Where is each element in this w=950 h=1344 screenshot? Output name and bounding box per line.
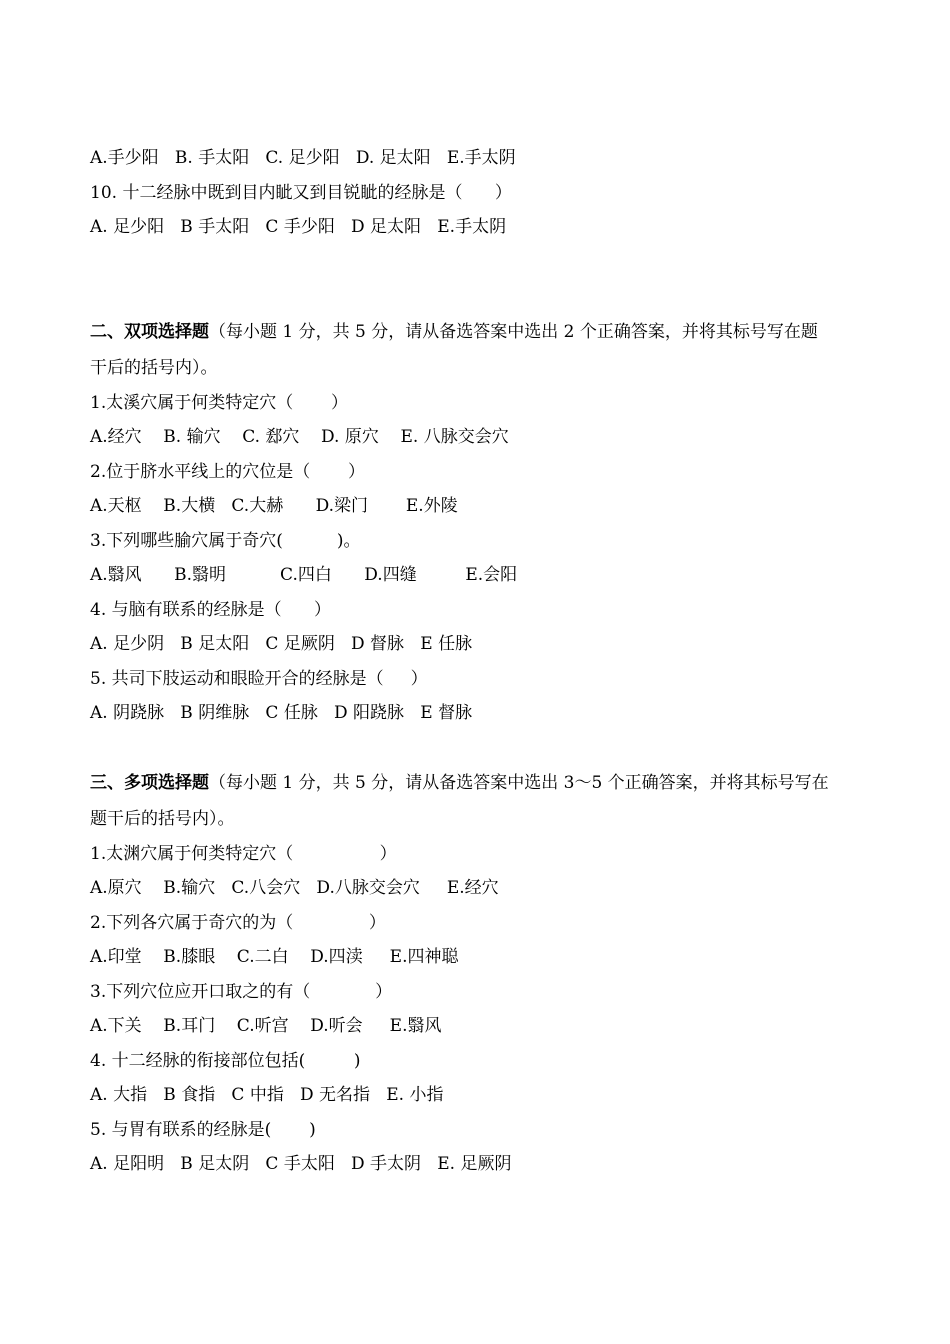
section2-q3: 3.下列哪些腧穴属于奇穴( )。 [90, 531, 361, 551]
section2-q1-options: A.经穴 B. 输穴 C. 郄穴 D. 原穴 E. 八脉交会穴 [90, 427, 509, 447]
section3-q4: 4. 十二经脉的衔接部位包括( ) [90, 1051, 361, 1071]
section2-instructions: （每小题 1 分，共 5 分，请从备选答案中选出 2 个正确答案，并将其标号写在题 [209, 322, 818, 342]
section2-q4: 4. 与脑有联系的经脉是（ ） [90, 600, 332, 620]
q9-options: A.手少阳 B. 手太阳 C. 足少阳 D. 足太阳 E.手太阴 [90, 148, 516, 168]
section3-q1: 1.太渊穴属于何类特定穴（ ） [90, 844, 397, 864]
section2-q5: 5. 共司下肢运动和眼睑开合的经脉是（ ） [90, 669, 428, 689]
section2-q2-options: A.天枢 B.大横 C.大赫 D.梁门 E.外陵 [90, 496, 458, 516]
section2-q2: 2.位于脐水平线上的穴位是（ ） [90, 462, 366, 482]
section3-heading [90, 771, 890, 795]
section3-q5-options: A. 足阳明 B 足太阴 C 手太阳 D 手太阴 E. 足厥阴 [90, 1154, 512, 1174]
section2-heading [90, 320, 890, 344]
section2-title: 二、双项选择题 [90, 322, 209, 342]
section2-q5-options: A. 阴跷脉 B 阴维脉 C 任脉 D 阳跷脉 E 督脉 [90, 703, 473, 723]
section3-instructions: （每小题 1 分，共 5 分，请从备选答案中选出 3～5 个正确答案，并将其标号写在 [209, 773, 829, 793]
section3-instructions-cont: 题干后的括号内）。 [90, 809, 235, 829]
section3-title: 三、多项选择题 [90, 773, 209, 793]
section2-q4-options: A. 足少阴 B 足太阳 C 足厥阴 D 督脉 E 任脉 [90, 634, 473, 654]
section3-q3: 3.下列穴位应开口取之的有（ ） [90, 982, 393, 1002]
section3-q2: 2.下列各穴属于奇穴的为（ ） [90, 913, 386, 933]
section3-q1-options: A.原穴 B.输穴 C.八会穴 D.八脉交会穴 E.经穴 [90, 878, 499, 898]
section2-q1: 1.太溪穴属于何类特定穴（ ） [90, 393, 349, 413]
section3-q4-options: A. 大指 B 食指 C 中指 D 无名指 E. 小指 [90, 1085, 444, 1105]
section2-q3-options: A.翳风 B.翳明 C.四白 D.四缝 E.会阳 [90, 565, 518, 585]
section2-instructions-cont: 干后的括号内）。 [90, 358, 218, 378]
section3-q3-options: A.下关 B.耳门 C.听宫 D.听会 E.翳风 [90, 1016, 442, 1036]
section3-q5: 5. 与胃有联系的经脉是( ) [90, 1120, 316, 1140]
q10-question: 10. 十二经脉中既到目内眦又到目锐眦的经脉是（ ） [90, 183, 512, 203]
section3-q2-options: A.印堂 B.膝眼 C.二白 D.四渎 E.四神聪 [90, 947, 459, 967]
q10-options: A. 足少阳 B 手太阳 C 手少阳 D 足太阳 E.手太阴 [90, 217, 507, 237]
